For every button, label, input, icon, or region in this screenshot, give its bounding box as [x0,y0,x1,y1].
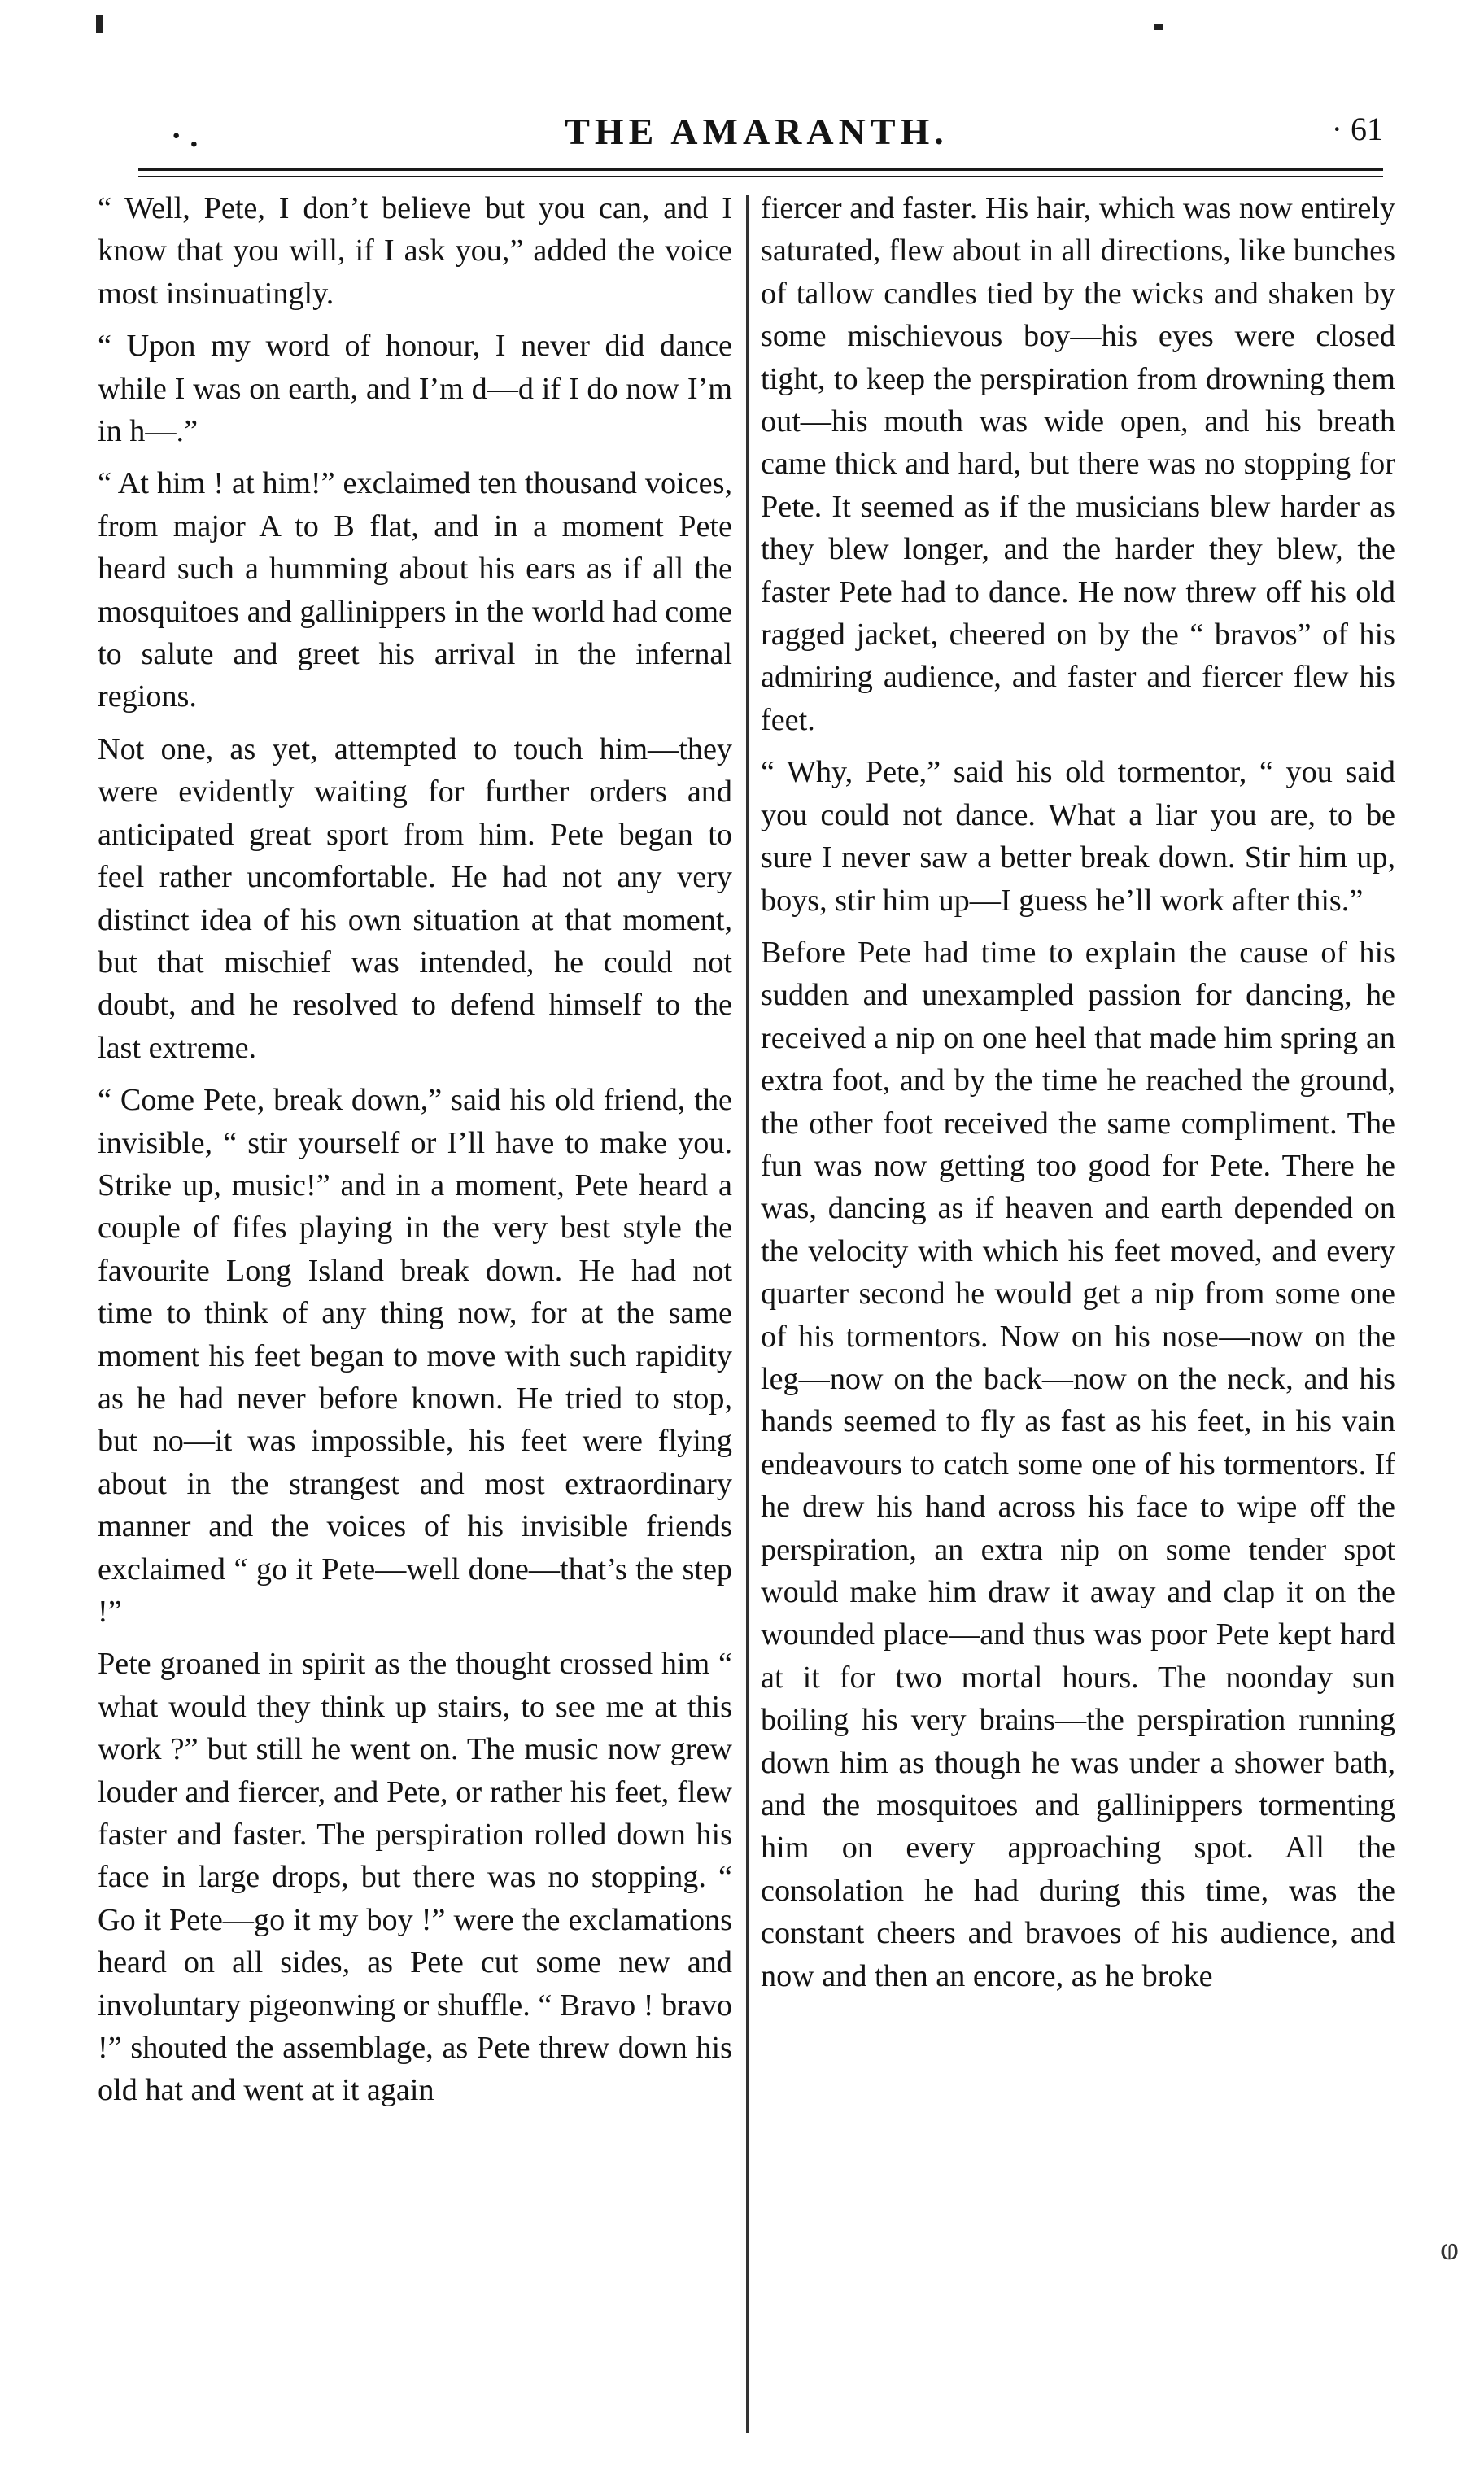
corner-mark [96,15,103,33]
paragraph: “ Well, Pete, I don’t believe but you can, and I know that you will, if I ask you,” added the voice most insinuatingly. [98,191,732,311]
paragraph: Pete groaned in spirit as the thought crossed him “ what would they think up stairs, to see me at this work ?” but still he went on. The music now grew louder and fiercer, and Pete, or rather his feet, flew faster and faster. The perspiration rolled down his face in large drops, but there was no stopping. “ Go it Pete—go it my boy !” were the exclamations heard on all sides, as Pete cut some new and involuntary pigeonwing or shuffle. “ Bravo ! bravo !” shouted the assemblage, as Pete threw down his old hat and went at it again [98,1647,732,2108]
page-number: · 61 [1331,111,1383,147]
header-rule-thick [138,168,1383,171]
paragraph: fiercer and faster. His hair, which was now entirely saturated, flew about in all directions, like bunches of tallow candles tied by the wicks and shaken by some mischievous boy—his eyes were closed tight, to keep the perspiration from drowning them out—his mouth was wide open, and his breath came thick and hard, but there was no stopping for Pete. It seemed as if the musicians blew harder as they blew longer, and the harder they blew, the faster Pete had to dance. He now threw off his old ragged jacket, cheered on by the “ bravos” of his admiring audience, and faster and fiercer flew his feet. [761,191,1395,737]
header-rule-thin [138,176,1383,177]
margin-mark: ⱷ [1440,2230,1460,2267]
left-column [98,187,732,2122]
paragraph: Before Pete had time to explain the cause of his sudden and unexampled passion for dancing, he received a nip on one heel that made him spring an extra foot, and by the time he reached the ground, the other foot received the same compliment. The fun was now getting too good for Pete. There he was, dancing as if heaven and earth depended on the velocity with which his feet moved, and every quarter second he would get a nip from some one of his tormentors. Now on his nose—now on the leg—now on the back—now on the neck, and his hands seemed to fly as fast as his feet, in his vain endeavours to catch some one of his tormentors. If he drew his hand across his face to wipe off the perspiration, an extra nip on some tender spot would make him draw it away and clap it on the wounded place—and thus was poor Pete kept hard at it for two mortal hours. The noonday sun boiling his very brains—the perspiration running down him as though he was under a shower bath, and the mosquitoes and gallinippers tormenting him on every approaching spot. All the consolation he had during this time, was the constant cheers and bravoes of his audience, and now and then an encore, as he broke [761,935,1395,1993]
paragraph: “ Come Pete, break down,” said his old friend, the invisible, “ stir yourself or I’ll have to make you. Strike up, music!” and in a moment, Pete heard a couple of fifes playing in the very best style the favourite Long Island break down. He had not time to think of any thing now, for at the same moment his feet began to move with such rapidity as he had never before known. He tried to stop, but no—it was impossible, his feet were flying about in the strangest and most extraordinary manner and the voices of his invisible friends exclaimed “ go it Pete—well done—that’s the step !” [98,1083,732,1629]
paragraph: Not one, as yet, attempted to touch him—they were evidently waiting for further orders and anticipated great sport from him. Pete began to feel rather uncomfortable. He had not any very distinct idea of his own situation at that moment, but that mischief was intended, he could not doubt, and he resolved to defend himself to the last extreme. [98,731,732,1065]
paragraph: “ At him ! at him!” exclaimed ten thousand voices, from major A to B flat, and in a moment Pete heard such a humming about his ears as if all the mosquitoes and gallinippers in the world had come to salute and greet his arrival in the infernal regions. [98,466,732,714]
column-divider [746,195,749,2433]
right-column [761,187,1395,2007]
paragraph: “ Upon my word of honour, I never did dance while I was on earth, and I’m d—d if I do now I’m in h—.” [98,329,732,449]
header-marks: · . [171,117,199,154]
journal-title: THE AMARANTH. [565,111,949,152]
top-dot-mark [1154,24,1163,30]
running-header [122,110,1391,159]
paragraph: “ Why, Pete,” said his old tormentor, “ you said you could not dance. What a liar you are, to be sure I never saw a better break down. Stir him up, boys, stir him up—I guess he’ll work after this.” [761,755,1395,918]
